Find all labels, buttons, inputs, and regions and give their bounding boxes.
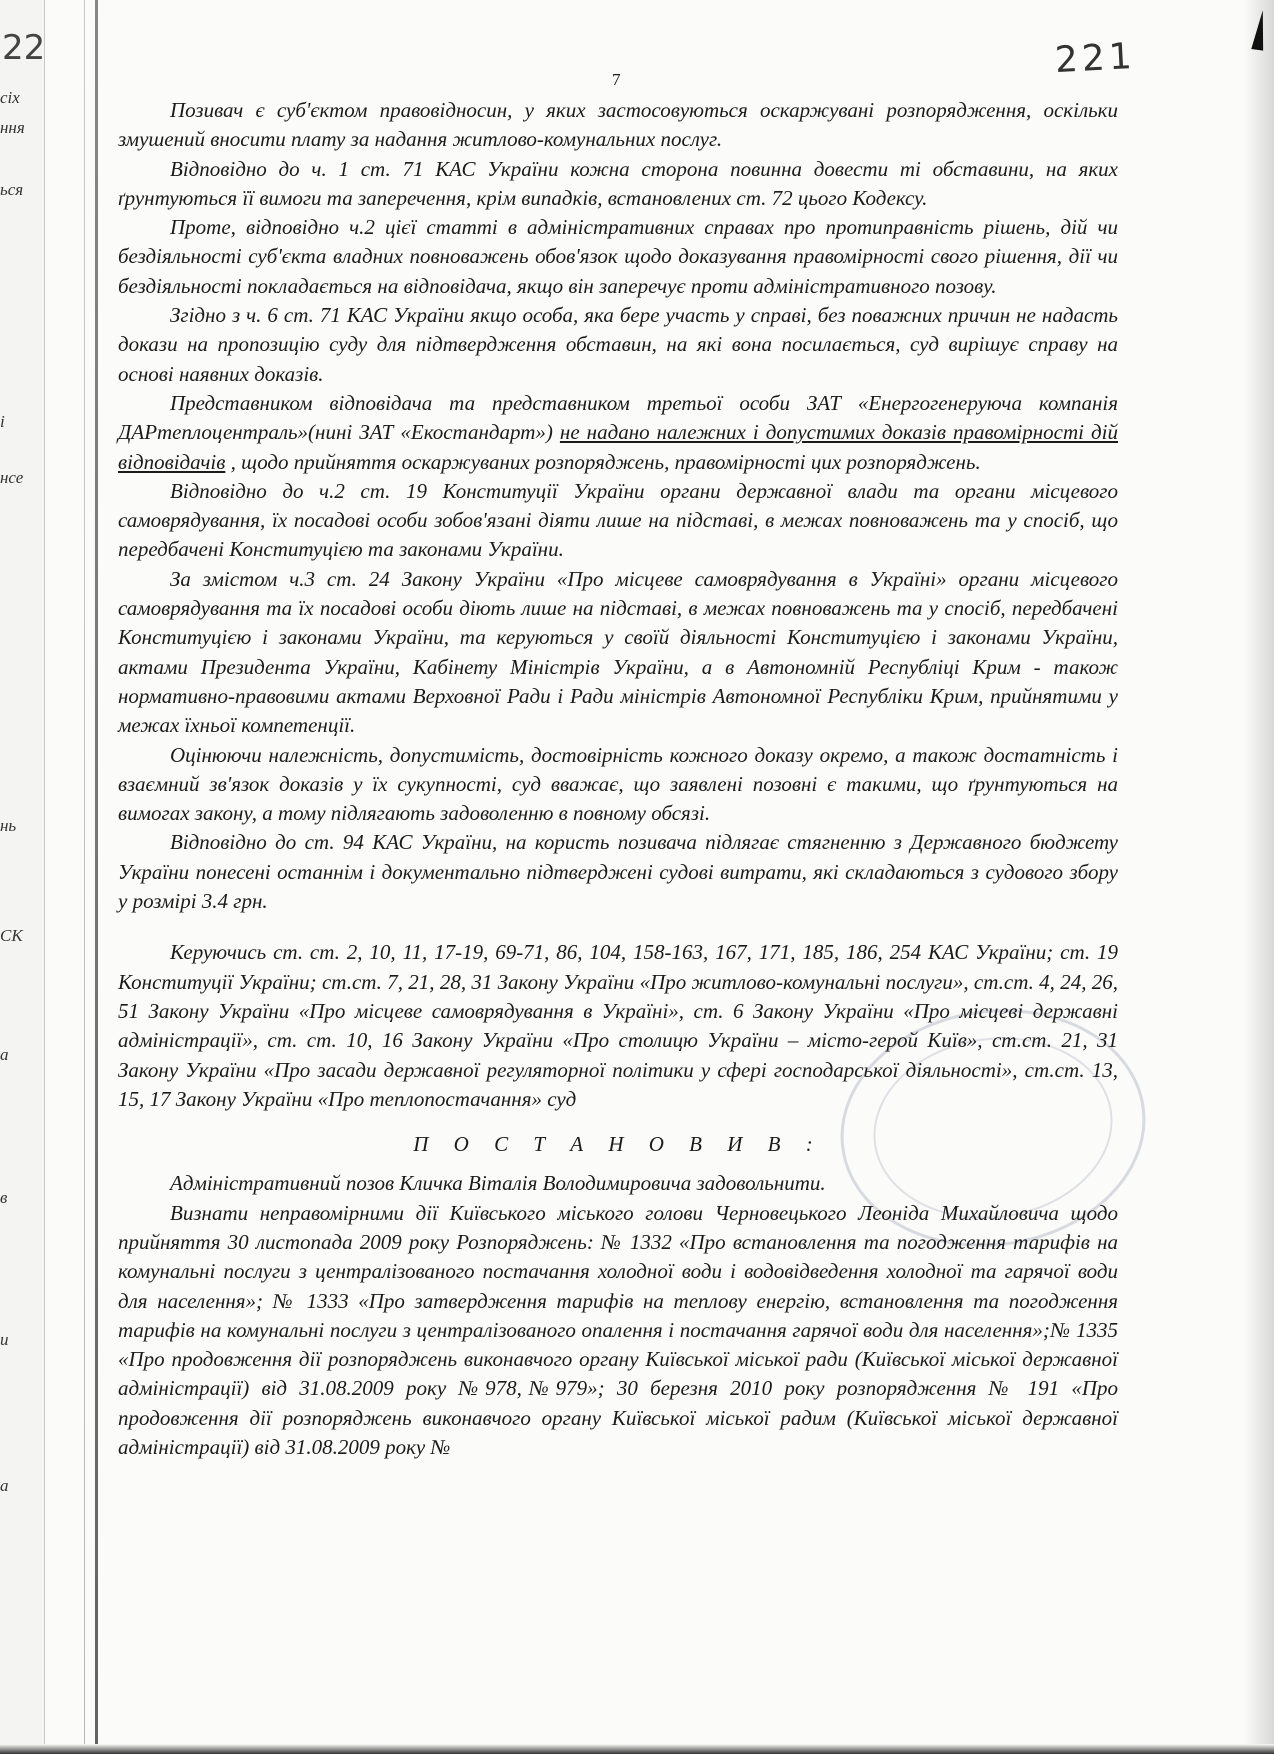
evidence-text-end: , щодо прийняття оскаржуваних розпоряджень, правомірності цих розпоряджень. <box>225 449 981 474</box>
paragraph-burden-of-proof: Відповідно до ч. 1 ст. 71 КАС України кожна сторона повинна довести ті обставини, на яких ґрунтуються її вимоги та заперечення, крім випадків, встановлених ст. 72 цього Кодексу. <box>118 156 1118 210</box>
handwritten-page-number: 221 <box>1053 35 1137 82</box>
ruling-declare-unlawful: Визнати неправомірними дії Київського міського голови Черновецького Леоніда Михайловича щодо прийняття 30 листопада 2009 року Розпоряджень: № 1332 «Про встановлення та погодження тарифів на комунальні послуги з централізованого постачання холодної води і водовідведення холодної та гарячої води для населення»; № 1333 «Про затвердження тарифів на теплову енергію, встановлення та погодження тарифів на комунальні послуги з централізованого опалення і постачання гарячої води для населення»;№ 1335 «Про продовження дії розпоряджень виконавчого органу Київської міської ради (Київської міської державної адміністрації) від 31.08.2009 року №978,№979»; 30 березня 2010 року розпорядження № 191 «Про продовження дії розпоряджень виконавчого органу Київської міської радим (Київської міської державної адміністрації) від 31.08.2009 року № <box>118 1200 1118 1460</box>
paragraph-administrative-cases: Проте, відповідно ч.2 цієї статті в адміністративних справах про протиправність рішень, дій чи бездіяльності суб'єкта владних повноважень обов'язок щодо доказування правомірності свого рішення, дії чи бездіяльності покладається на відповідача, якщо він заперечує проти адміністративного позову. <box>118 215 1118 298</box>
previous-page-edge <box>0 0 45 1754</box>
paragraph-evidence-absence: Згідно з ч. 6 ст. 71 КАС України якщо особа, яка бере участь у справі, без поважних причин не надасть докази на пропозицію суду для підтвердження обставин, на які вона посилається, суд вирішує справу на основі наявних доказів. <box>118 303 1118 386</box>
paragraph-court-costs: Відповідно до ст. 94 КАС України, на користь позивача підлягає стягненню з Державного бюджету України понесені останнім і документально підтверджені судові витрати, які складаються з судового збору у розмірі 3.4 грн. <box>118 830 1118 914</box>
margin-fragment: і <box>0 412 5 431</box>
paragraph-legal-basis: Керуючись ст. ст. 2, 10, 11, 17-19, 69-71, 86, 104, 158-163, 167, 171, 185, 186, 254 КАС України; ст. 19 Конституції України; ст.ст. 7, 21, 28, 31 Закону України «Про житлово-комунальні послуги», ст.ст. 4, 24, 26, 51 Закону України «Про місцеве самоврядування в Україні», ст. 6 Закону України «Про місцеві державні адміністрації», ст. ст. 10, 16 Закону України «Про столицю України – місто-герой Київ», ст.ст. 21, 31 Закону України «Про засади державної регуляторної політики у сфері господарської діяльності», ст.ст. 13, 15, 17 Закону України «Про теплопостачання» суд <box>118 940 1118 1111</box>
margin-fragment: нсе <box>0 468 24 487</box>
margin-fragment: ься <box>0 180 24 199</box>
margin-fragment: в <box>0 1188 8 1207</box>
paragraph-local-government-law: За змістом ч.3 ст. 24 Закону України «Про місцеве самоврядування в Україні» органи місцевого самоврядування та їх посадові особи діють лише на підставі, в межах повноважень та у спосіб, передбачені Конституцією і законами України, та керуються у своїй діяльності Конституцією і законами України, актами Президента України, Кабінету Міністрів України, а в Автономній Республіці Крим - також нормативно-правовими актами Верховної Ради і Ради міністрів Автономної Республіки Крим, прийнятими у межах їхньої компетенції. <box>118 566 1118 738</box>
margin-fragment: ння <box>0 118 25 137</box>
margin-fragment: сіх <box>0 88 20 107</box>
edge-mark <box>1251 9 1268 50</box>
evidence-text: Представником відповідача та представником третьої особи ЗАТ «Енергогенеруюча компанія ДАРтеплоцентраль»(нині ЗАТ «Екостандарт») <box>118 390 1118 445</box>
binding-line <box>95 0 98 1754</box>
right-page-edge <box>1244 0 1274 1754</box>
ruling-heading: П О С Т А Н О В И В : <box>413 1132 823 1157</box>
ruling-satisfy-claim: Адміністративний позов Кличка Віталія Володимировича задовольнити. <box>170 1171 826 1196</box>
handwritten-page-number-left: 22 <box>2 28 46 68</box>
paragraph-assessment: Оцінюючи належність, допустимість, достовірність кожного доказу окремо, а також достатність і взаємний зв'язок доказів у їх сукупності, суд вважає, що заявлені позовні є такими, що ґрунтуються на вимогах закону, а тому підлягають задоволенню в повному обсязі. <box>118 742 1118 826</box>
underlined-evidence-text: не надано належних і допустимих доказів правомірності дій відповідачів <box>118 420 1118 474</box>
page-number: 7 <box>612 70 621 89</box>
paragraph-plaintiff-status: Позивач є суб'єктом правовідносин, у яких застосовуються оскаржувані розпорядження, оскільки змушений вносити плату за надання житлово-комунальних послуг. <box>118 98 1118 152</box>
margin-fragment: а <box>0 1476 9 1495</box>
bottom-edge <box>0 1744 1274 1754</box>
binding-shadow <box>84 0 85 1754</box>
margin-fragment: а <box>0 1045 9 1064</box>
document-body <box>118 96 1118 1462</box>
paragraph-constitution: Відповідно до ч.2 ст. 19 Конституції України органи державної влади та органи місцевого самоврядування, їх посадові особи зобов'язані діяти лише на підставі, в межах повноважень та у спосіб, що передбачені Конституцією та законами України. <box>118 478 1118 562</box>
margin-fragment: СК <box>0 926 23 945</box>
paragraph-defendant-evidence <box>118 389 1118 477</box>
margin-fragment: и <box>0 1330 9 1349</box>
margin-fragment: нь <box>0 816 17 835</box>
